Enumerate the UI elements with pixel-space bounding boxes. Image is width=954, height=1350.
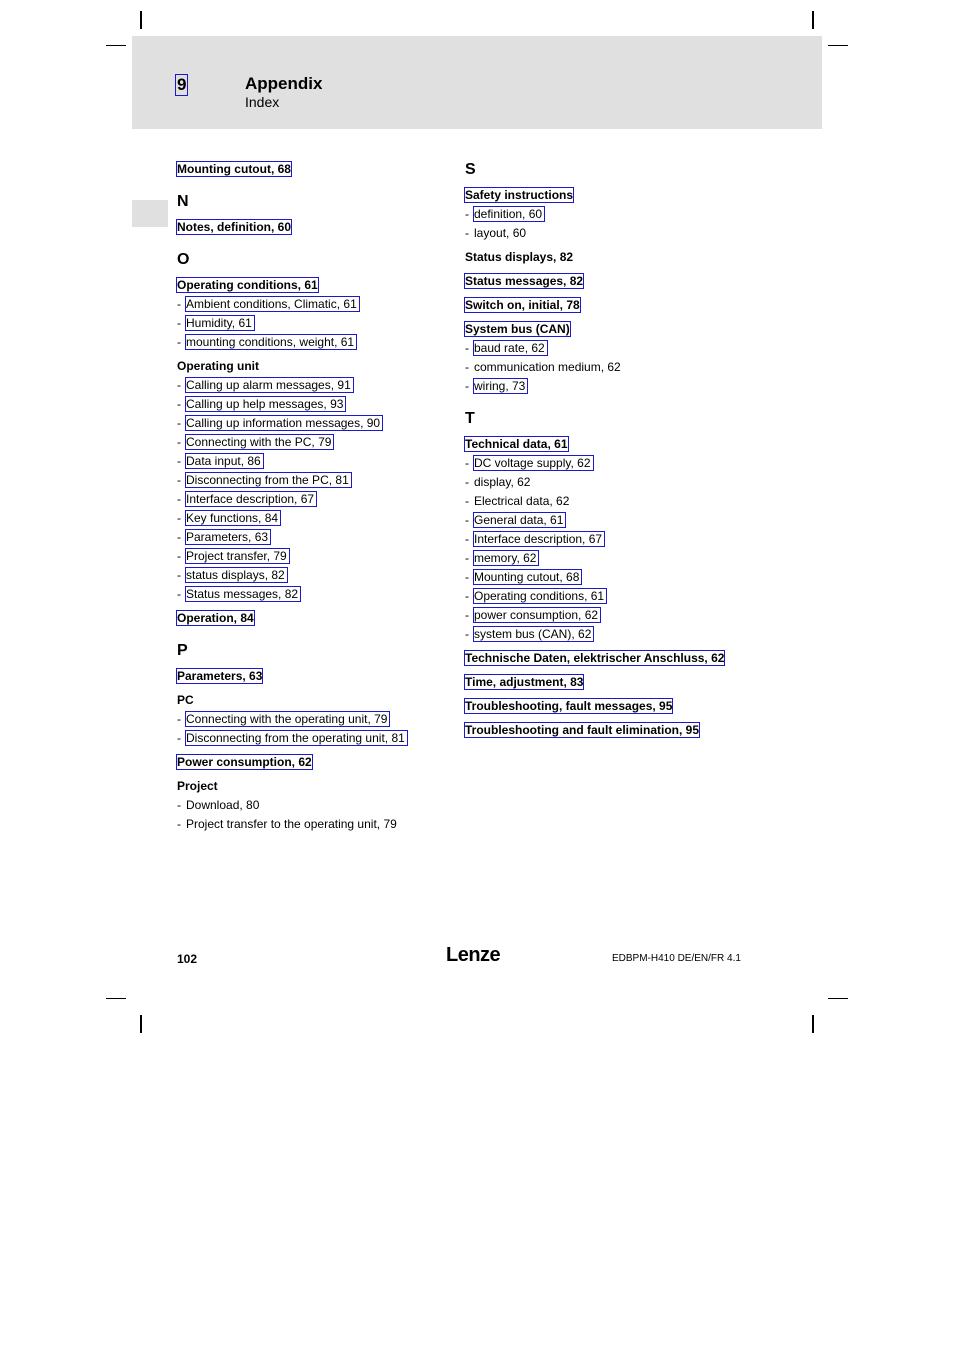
- index-link[interactable]: Parameters, 63: [186, 530, 269, 544]
- index-link[interactable]: Switch on, initial, 78: [465, 298, 580, 312]
- index-subentry: [465, 358, 765, 377]
- index-subentry: [465, 473, 765, 492]
- crop-mark: [812, 11, 814, 29]
- index-subentry: [177, 452, 447, 471]
- index-text: Download, 80: [186, 798, 260, 812]
- lenze-logo: Lenze: [446, 944, 501, 966]
- crop-mark: [828, 998, 848, 999]
- index-column-left: [177, 160, 447, 834]
- document-id: EDBPM-H410 DE/EN/FR 4.1: [612, 953, 741, 964]
- index-link[interactable]: Connecting with the operating unit, 79: [186, 712, 388, 726]
- index-entry: [465, 248, 765, 267]
- index-subentry: [177, 433, 447, 452]
- index-link[interactable]: system bus (CAN), 62: [474, 627, 592, 641]
- index-link[interactable]: Troubleshooting, fault messages, 95: [465, 699, 673, 713]
- index-link[interactable]: Status messages, 82: [186, 587, 299, 601]
- index-link[interactable]: General data, 61: [474, 513, 564, 527]
- index-link[interactable]: Connecting with the PC, 79: [186, 435, 332, 449]
- index-link[interactable]: Time, adjustment, 83: [465, 675, 584, 689]
- index-link[interactable]: Mounting cutout, 68: [177, 162, 291, 176]
- index-subentry: [177, 314, 447, 333]
- crop-mark: [106, 45, 126, 46]
- index-entry: [177, 667, 447, 686]
- index-letter-heading: T: [465, 410, 475, 427]
- index-subentry: [465, 568, 765, 587]
- index-link[interactable]: Interface description, 67: [186, 492, 315, 506]
- index-subentry: [177, 528, 447, 547]
- index-subentry: [177, 333, 447, 352]
- chapter-number[interactable]: 9: [177, 75, 187, 94]
- index-link[interactable]: Troubleshooting and fault elimination, 95: [465, 723, 700, 737]
- index-link[interactable]: Technical data, 61: [465, 437, 568, 451]
- chapter-title: Appendix: [245, 74, 323, 93]
- index-subentry: [177, 729, 447, 748]
- index-link[interactable]: Calling up help messages, 93: [186, 397, 344, 411]
- index-entry: [465, 272, 765, 291]
- index-text: Electrical data, 62: [474, 494, 570, 508]
- index-entry: [177, 753, 447, 772]
- index-link[interactable]: definition, 60: [474, 207, 543, 221]
- index-link[interactable]: power consumption, 62: [474, 608, 599, 622]
- index-link[interactable]: DC voltage supply, 62: [474, 456, 591, 470]
- index-subentry: [177, 585, 447, 604]
- index-text: layout, 60: [474, 226, 527, 240]
- index-subentry: [465, 377, 765, 396]
- index-text: Project transfer to the operating unit, 79: [186, 817, 397, 831]
- index-link[interactable]: Operating conditions, 61: [177, 278, 318, 292]
- index-text: display, 62: [474, 475, 531, 489]
- index-letter-heading: S: [465, 161, 476, 178]
- index-letter-heading: P: [177, 642, 188, 659]
- index-subentry: [177, 471, 447, 490]
- chapter-header: [132, 36, 822, 129]
- index-link[interactable]: Project transfer, 79: [186, 549, 287, 563]
- index-entry: [177, 357, 447, 376]
- index-subentry: [177, 395, 447, 414]
- index-entry: [465, 697, 765, 716]
- index-link[interactable]: Disconnecting from the operating unit, 81: [186, 731, 405, 745]
- index-text: Operating unit: [177, 359, 259, 373]
- index-subentry: [465, 549, 765, 568]
- index-link[interactable]: Operation, 84: [177, 611, 254, 625]
- index-entry: [177, 218, 447, 237]
- index-link[interactable]: Data input, 86: [186, 454, 261, 468]
- index-text: Status displays, 82: [465, 250, 574, 264]
- index-link[interactable]: Status messages, 82: [465, 274, 584, 288]
- index-link[interactable]: status displays, 82: [186, 568, 285, 582]
- index-subentry: [177, 815, 447, 834]
- index-link[interactable]: wiring, 73: [474, 379, 526, 393]
- index-link[interactable]: Technische Daten, elektrischer Anschluss, 62: [465, 651, 725, 665]
- index-entry: [465, 649, 765, 668]
- index-link[interactable]: Calling up information messages, 90: [186, 416, 381, 430]
- index-entry: [177, 691, 447, 710]
- crop-mark: [140, 1015, 142, 1033]
- index-link[interactable]: mounting conditions, weight, 61: [186, 335, 355, 349]
- index-entry: [465, 435, 765, 454]
- index-text: Project: [177, 779, 218, 793]
- index-subentry: [177, 490, 447, 509]
- index-link[interactable]: Safety instructions: [465, 188, 574, 202]
- index-entry: [465, 673, 765, 692]
- index-column-right: [465, 160, 765, 740]
- crop-mark: [828, 45, 848, 46]
- index-letter-heading: O: [177, 251, 190, 268]
- index-subentry: [465, 587, 765, 606]
- index-link[interactable]: Key functions, 84: [186, 511, 279, 525]
- index-link[interactable]: Ambient conditions, Climatic, 61: [186, 297, 357, 311]
- index-link[interactable]: Humidity, 61: [186, 316, 252, 330]
- index-link[interactable]: Power consumption, 62: [177, 755, 312, 769]
- side-tab-marker: [132, 200, 168, 227]
- index-entry: [465, 296, 765, 315]
- index-subentry: [177, 295, 447, 314]
- chapter-subtitle: Index: [245, 94, 280, 110]
- index-entry: [177, 276, 447, 295]
- index-entry: [177, 777, 447, 796]
- index-subentry: [465, 339, 765, 358]
- index-letter-heading: N: [177, 193, 189, 210]
- index-subentry: [177, 796, 447, 815]
- index-subentry: [465, 224, 765, 243]
- index-subentry: [465, 205, 765, 224]
- index-link[interactable]: Parameters, 63: [177, 669, 263, 683]
- index-subentry: [177, 376, 447, 395]
- index-subentry: [177, 414, 447, 433]
- index-link[interactable]: Mounting cutout, 68: [474, 570, 580, 584]
- index-link[interactable]: Interface description, 67: [474, 532, 603, 546]
- index-link[interactable]: Notes, definition, 60: [177, 220, 292, 234]
- index-subentry: [465, 454, 765, 473]
- index-entry: [465, 721, 765, 740]
- index-entry: [465, 320, 765, 339]
- crop-mark: [812, 1015, 814, 1033]
- index-subentry: [465, 492, 765, 511]
- index-subentry: [465, 511, 765, 530]
- index-subentry: [465, 625, 765, 644]
- index-link[interactable]: System bus (CAN): [465, 322, 570, 336]
- index-link[interactable]: Disconnecting from the PC, 81: [186, 473, 349, 487]
- page-number: 102: [177, 952, 198, 966]
- index-subentry: [465, 530, 765, 549]
- index-link[interactable]: Operating conditions, 61: [474, 589, 605, 603]
- index-subentry: [177, 566, 447, 585]
- index-subentry: [465, 606, 765, 625]
- index-entry: [177, 609, 447, 628]
- index-text: communication medium, 62: [474, 360, 621, 374]
- index-entry: [177, 160, 447, 179]
- index-link[interactable]: baud rate, 62: [474, 341, 545, 355]
- index-link[interactable]: Calling up alarm messages, 91: [186, 378, 351, 392]
- index-subentry: [177, 710, 447, 729]
- crop-mark: [140, 11, 142, 29]
- crop-mark: [106, 998, 126, 999]
- index-text: PC: [177, 693, 194, 707]
- index-subentry: [177, 509, 447, 528]
- index-entry: [465, 186, 765, 205]
- index-subentry: [177, 547, 447, 566]
- index-link[interactable]: memory, 62: [474, 551, 537, 565]
